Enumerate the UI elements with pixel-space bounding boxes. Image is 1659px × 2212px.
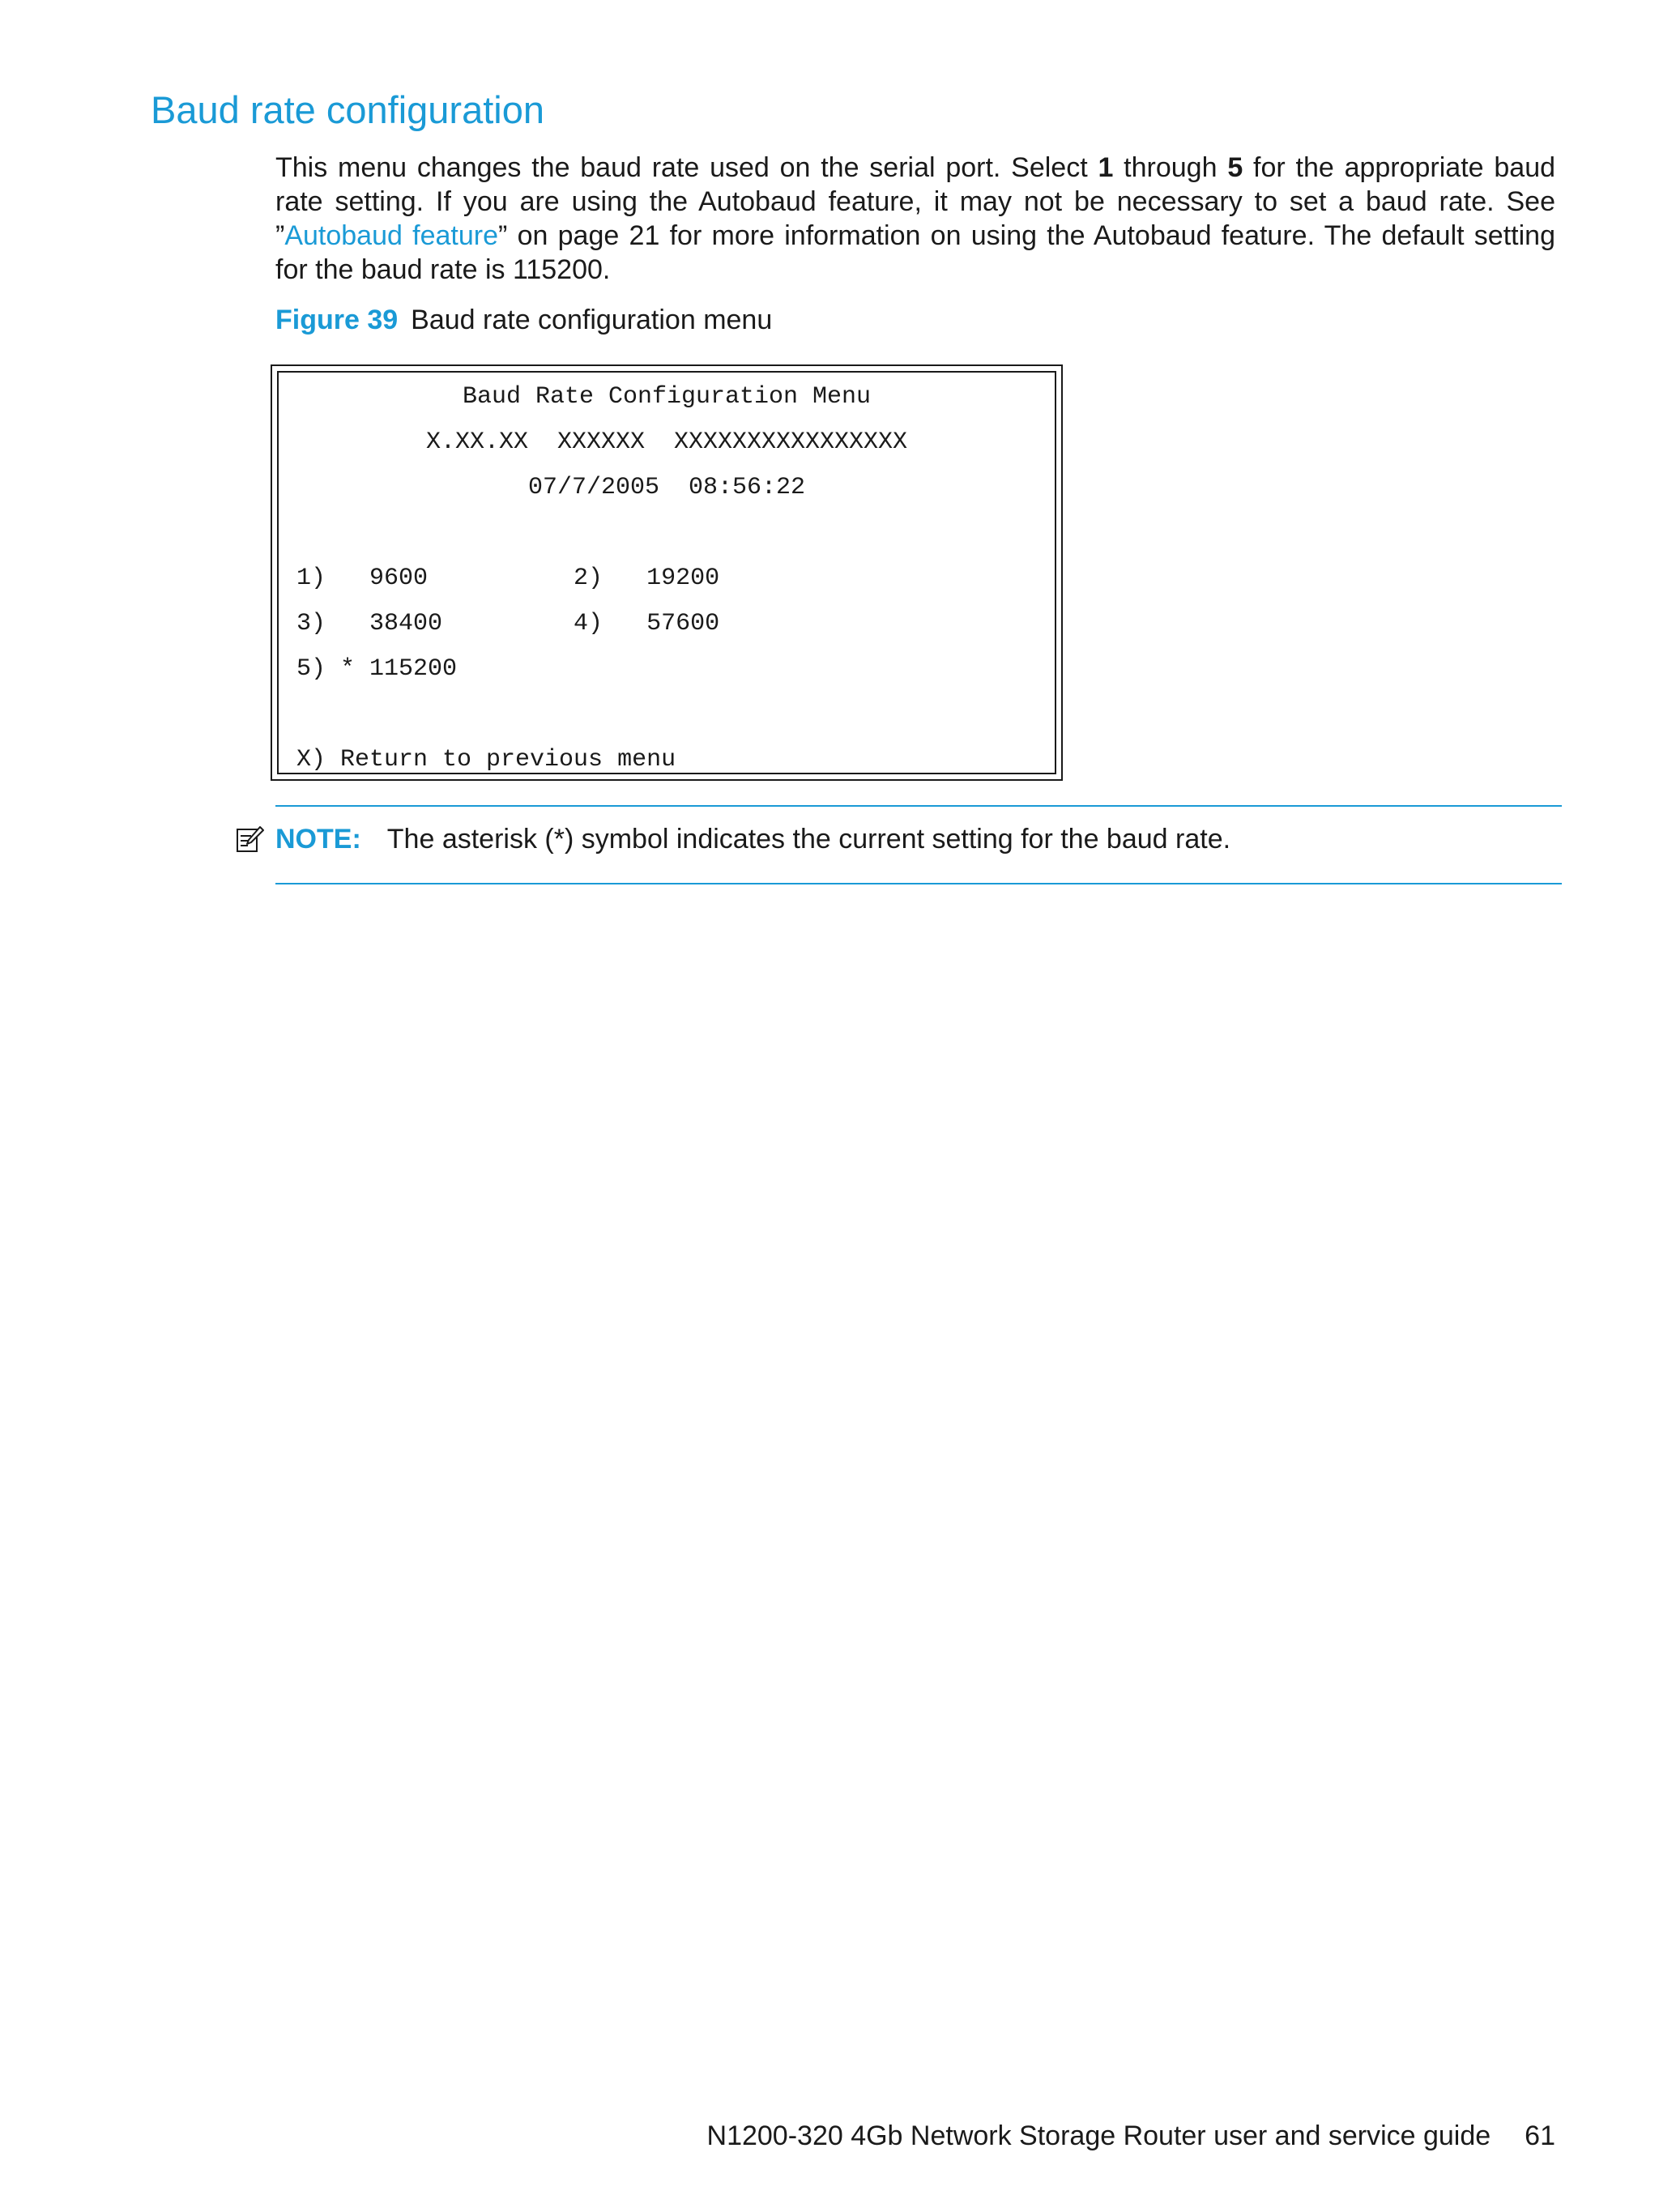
terminal-title: Baud Rate Configuration Menu: [462, 383, 872, 411]
figure-label: Figure 39: [275, 305, 399, 335]
terminal-version-line: X.XX.XX XXXXXX XXXXXXXXXXXXXXXX: [425, 428, 908, 456]
terminal-exit-option: X) Return to previous menu: [296, 746, 676, 774]
note-bottom-rule: [275, 883, 1562, 884]
page-title: Baud rate configuration: [151, 88, 544, 131]
intro-bold-2: 5: [1227, 152, 1243, 183]
terminal-options-row-3: 5) * 115200: [296, 655, 458, 683]
note-pencil-icon: [235, 824, 266, 855]
note-text: The asterisk (*) symbol indicates the current setting for the baud rate.: [386, 823, 1231, 855]
figure-caption-text: Baud rate configuration menu: [411, 305, 773, 335]
terminal-frame: [277, 371, 1056, 774]
intro-paragraph: [275, 151, 1555, 287]
terminal-screenshot: [271, 364, 1063, 781]
footer-guide-title: N1200-320 4Gb Network Storage Router user and service guide: [706, 2120, 1491, 2151]
terminal-options-row-2: 3) 38400 4) 57600: [296, 610, 720, 637]
note-label: NOTE:: [275, 823, 361, 855]
intro-text-1: This menu changes the baud rate used on the serial port. Select: [275, 152, 1098, 183]
footer-page-number: 61: [1525, 2120, 1555, 2151]
intro-text-3: for the appropriate baud rate setting. If you are using the Autobaud feature, it may not be necessary to set a baud rate. See ”: [275, 152, 1556, 251]
note-top-rule: [275, 805, 1562, 807]
terminal-datetime: 07/7/2005 08:56:22: [527, 474, 806, 501]
note: [235, 820, 1230, 859]
intro-text-2: through: [1113, 152, 1228, 183]
terminal-options-row-1: 1) 9600 2) 19200: [296, 565, 720, 592]
intro-bold-1: 1: [1098, 152, 1114, 183]
intro-text-4: ” on page 21 for more information on using the Autobaud feature. The default setting for the baud rate is 115200.: [275, 220, 1555, 285]
page-footer: [707, 2120, 1555, 2152]
autobaud-feature-link[interactable]: Autobaud feature: [284, 220, 499, 251]
figure-caption: [275, 303, 772, 337]
